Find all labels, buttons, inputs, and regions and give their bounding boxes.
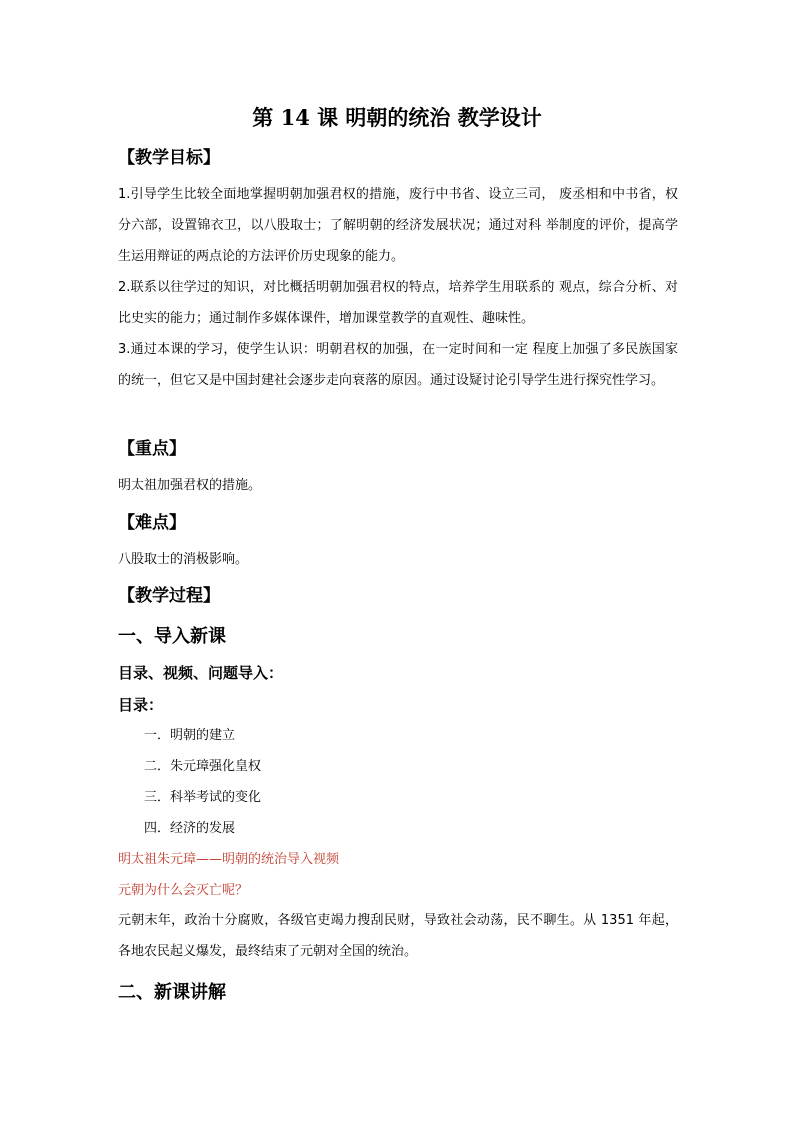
difficulty-text: 八股取士的消极影响。 xyxy=(118,552,249,567)
intro-answer: 元朝末年，政治十分腐败，各级官吏竭力搜刮民财，导致社会动荡，民不聊生。从 1351 年起，各地农民起义爆发，最终结束了元朝对全国的统治。 xyxy=(118,913,678,959)
difficulty-heading: 【难点】 xyxy=(118,513,186,533)
toc-item: 二．朱元璋强化皇权 xyxy=(144,759,262,774)
objective-item-1: 1.引导学生比较全面地掌握明朝加强君权的措施，废行中书省、设立三司， 废丞相和中书省，权分六部，设置锦衣卫，以八股取士；了解明朝的经济发展状况；通过对科 举制度的评价，提高学生运用辩证的两点论的方法评价历史现象的能力。 xyxy=(118,187,678,264)
video-line: 明太祖朱元璋——明朝的统治导入视频 xyxy=(118,852,340,867)
document-title: 第 14 课 明朝的统治 教学设计 xyxy=(252,105,542,130)
section-2-heading: 二、新课讲解 xyxy=(118,982,226,1003)
toc-item: 三．科举考试的变化 xyxy=(144,790,262,805)
key-point-text: 明太祖加强君权的措施。 xyxy=(118,478,262,493)
section-1-heading: 一、导入新课 xyxy=(118,626,226,647)
toc-label: 目录： xyxy=(118,696,164,714)
objective-item-2: 2.联系以往学过的知识，对比概括明朝加强君权的特点，培养学生用联系的 观点，综合分析、对比史实的能力；通过制作多媒体课件，增加课堂教学的直观性、趣味性。 xyxy=(118,280,678,326)
objective-item-3: 3.通过本课的学习，使学生认识：明朝君权的加强，在一定时间和一定 程度上加强了多民族国家的统一，但它又是中国封建社会逐步走向衰落的原因。通过设疑讨论引导学生进行探究性学习。 xyxy=(118,342,678,388)
toc-item: 四．经济的发展 xyxy=(144,821,236,836)
key-point-heading: 【重点】 xyxy=(118,439,186,459)
process-heading: 【教学过程】 xyxy=(118,586,220,606)
intro-method: 目录、视频、问题导入： xyxy=(118,664,284,682)
objectives-heading: 【教学目标】 xyxy=(118,148,220,168)
toc-item: 一．明朝的建立 xyxy=(144,728,236,743)
intro-question: 元朝为什么会灭亡呢？ xyxy=(118,883,249,898)
